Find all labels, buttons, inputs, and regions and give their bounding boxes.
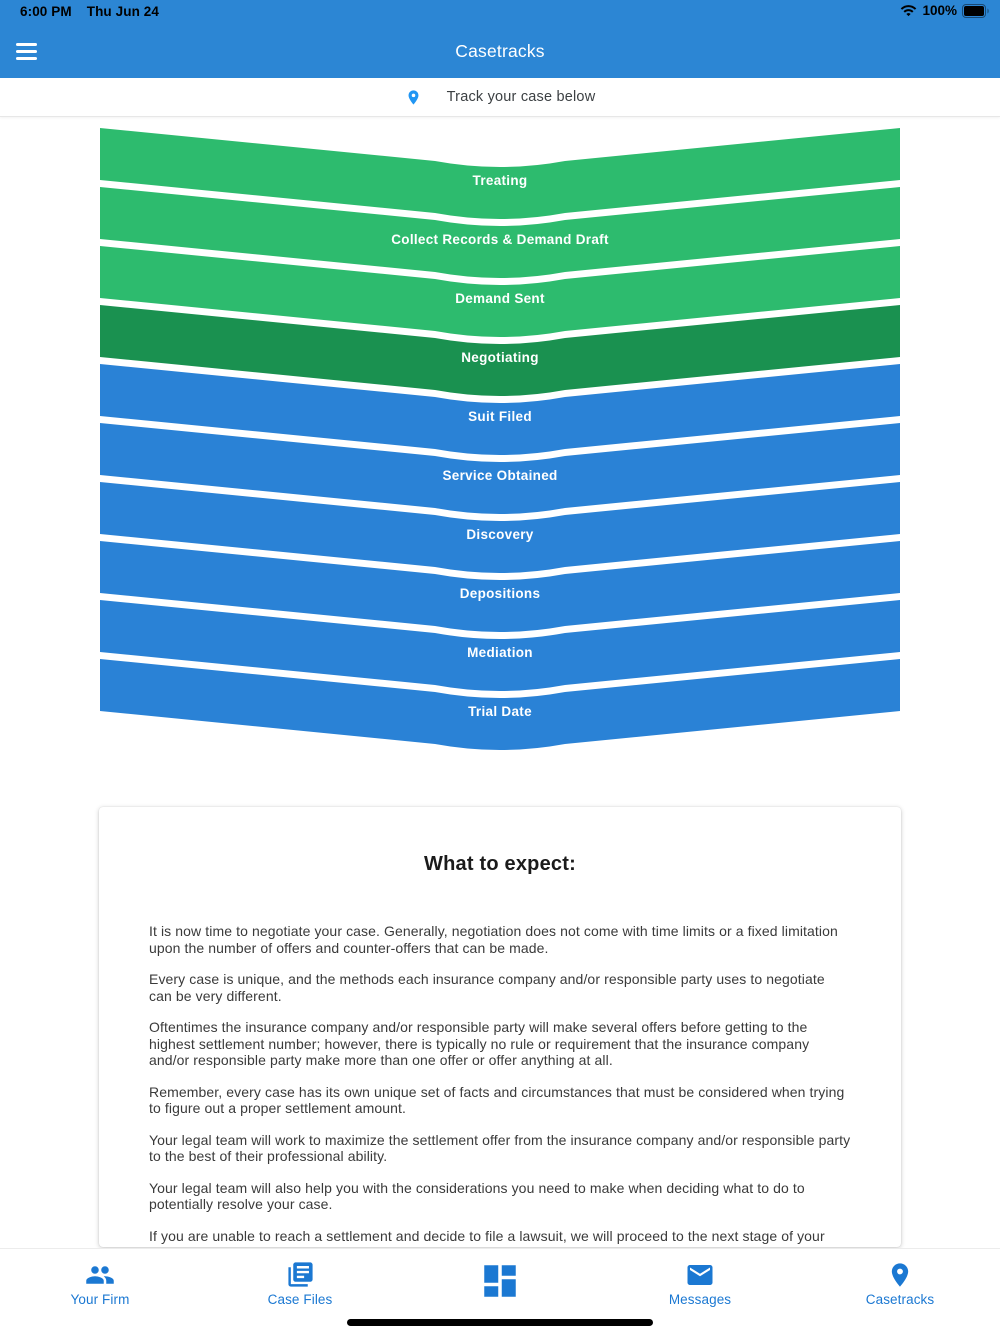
page-title: Casetracks bbox=[455, 40, 545, 61]
home-indicator[interactable] bbox=[347, 1319, 653, 1326]
status-bar bbox=[0, 0, 1000, 24]
svg-text:Treating: Treating bbox=[472, 173, 528, 188]
svg-text:Trial Date: Trial Date bbox=[468, 704, 532, 719]
sub-header bbox=[0, 78, 1000, 117]
tab-label: Messages bbox=[668, 1292, 732, 1307]
tab-casetracks[interactable] bbox=[800, 1249, 1000, 1334]
tab-label: Case Files bbox=[267, 1292, 333, 1307]
tab-label: Your Firm bbox=[70, 1292, 130, 1307]
svg-text:Service Obtained: Service Obtained bbox=[442, 468, 558, 483]
card-title: What to expect: bbox=[424, 853, 576, 875]
svg-text:Demand Sent: Demand Sent bbox=[455, 291, 545, 306]
wifi-icon bbox=[900, 4, 917, 17]
card-paragraph: Remember, every case has its own unique set of facts and circumstances that must be considered when trying to figure out a proper settlement amount. bbox=[149, 1083, 845, 1116]
card-body bbox=[149, 923, 851, 1244]
svg-text:Discovery: Discovery bbox=[466, 527, 534, 542]
place-icon bbox=[886, 1261, 914, 1288]
card-paragraph: Your legal team will work to maximize the settlement offer from the insurance company and/or responsible party to the best of their professional ability. bbox=[149, 1131, 851, 1164]
email-icon bbox=[685, 1261, 715, 1288]
status-date: Thu Jun 24 bbox=[86, 4, 159, 19]
tab-your-firm[interactable] bbox=[0, 1249, 200, 1334]
tab-label: Casetracks bbox=[865, 1292, 935, 1307]
card-paragraph: It is now time to negotiate your case. Generally, negotiation does not come with time limits or a fixed limitation upon the number of offers and counter-offers that can be made. bbox=[149, 923, 838, 956]
what-to-expect-card bbox=[99, 807, 901, 1247]
card-paragraph: Every case is unique, and the methods each insurance company and/or responsible party uses to negotiate can be very different. bbox=[149, 971, 825, 1004]
svg-text:Suit Filed: Suit Filed bbox=[468, 409, 532, 424]
svg-text:Depositions: Depositions bbox=[459, 586, 541, 601]
subheader-label: Track your case below bbox=[446, 89, 596, 105]
card-paragraph: Your legal team will also help you with the considerations you need to make when deciding what to do to potentially resolve your case. bbox=[149, 1179, 805, 1212]
battery-percent: 100% bbox=[922, 3, 957, 18]
place-icon bbox=[405, 89, 422, 106]
card-paragraph: Oftentimes the insurance company and/or responsible party will make several offers before getting to the highest settlement number; however, there is typically no rule or requirement that the insurance company and/or responsible party make more than one offer or offer anything at all. bbox=[149, 1019, 810, 1068]
people-icon bbox=[85, 1261, 115, 1288]
battery-icon bbox=[962, 4, 990, 18]
svg-text:Negotiating: Negotiating bbox=[461, 350, 539, 365]
card-paragraph: If you are unable to reach a settlement and decide to file a lawsuit, we will proceed to the next stage of your bbox=[149, 1227, 825, 1244]
dashboard-icon bbox=[479, 1261, 521, 1301]
case-stage-funnel bbox=[100, 128, 900, 758]
status-time: 6:00 PM bbox=[20, 4, 72, 19]
case-files-icon bbox=[286, 1261, 315, 1288]
app-header bbox=[0, 24, 1000, 78]
svg-text:Mediation: Mediation bbox=[467, 645, 533, 660]
svg-text:Collect Records & Demand Draft: Collect Records & Demand Draft bbox=[391, 232, 609, 247]
